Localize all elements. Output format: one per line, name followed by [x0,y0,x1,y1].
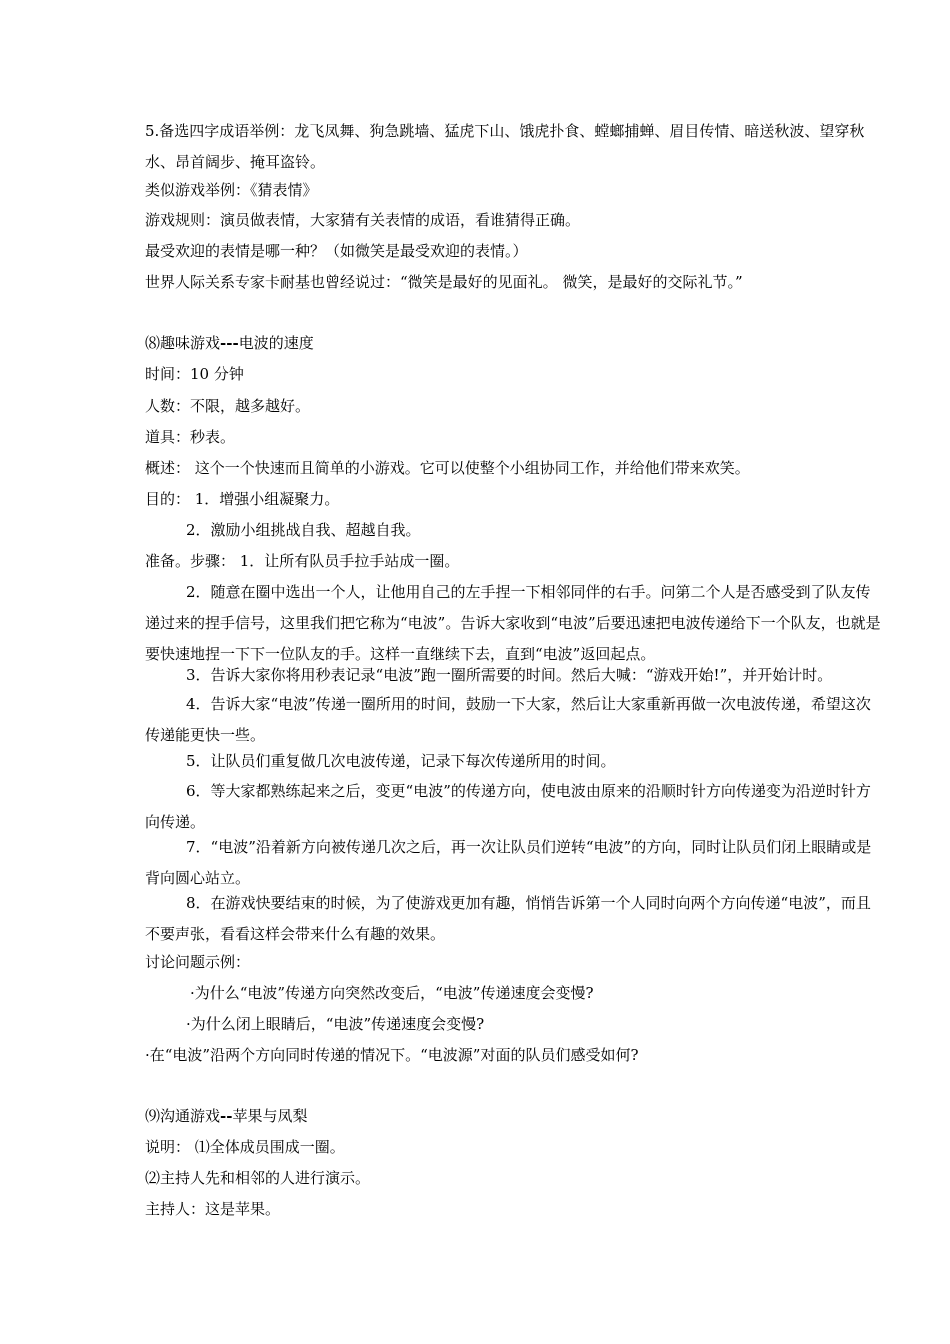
discussion-item-2: ·为什么闭上眼睛后，“电波”传递速度会变慢? [186,1015,485,1033]
people-line: 人数：不限，越多越好。 [145,397,311,415]
step-paragraph-6: 6．等大家都熟练起来之后，变更“电波”的传递方向，使电波由原来的沿顺时针方向传递变为沿逆时针方向传递。 [145,782,871,831]
wave-game-heading [145,333,885,353]
carnegie-quote-line: 世界人际关系专家卡耐基也曾经说过：“微笑是最好的见面礼。 微笑，是最好的交际礼节。” [145,273,743,291]
apple-heading-suffix: 苹果与凤梨 [232,1107,308,1125]
overview-line: 概述： 这个一个快速而且简单的小游戏。它可以使整个小组协同工作，并给他们带来欢笑。 [145,459,750,477]
step-paragraph-7: 7．“电波”沿着新方向被传递几次之后，再一次让队员们逆转“电波”的方向，同时让队员们闭上眼睛或是背向圆心站立。 [145,838,872,887]
discussion-item-1: ·为什么“电波”传递方向突然改变后，“电波”传递速度会变慢? [190,984,594,1002]
step-paragraph-4: 4．告诉大家“电波”传递一圈所用的时间，鼓励一下大家，然后让大家重新再做一次电波传递，希望这次传递能更快一些。 [145,695,871,744]
apple-game-heading [145,1106,885,1126]
apple-heading-prefix: ⑼沟通游戏 [145,1107,221,1125]
host-line: 主持人：这是苹果。 [145,1200,281,1218]
wave-heading-prefix: ⑻趣味游戏 [145,334,221,352]
discussion-title: 讨论问题示例： [145,953,251,971]
props-line: 道具：秒表。 [145,428,236,446]
step-line-5: 5．让队员们重复做几次电波传递，记录下每次传递所用的时间。 [186,752,616,770]
step-line-1: 准备。步骤： 1．让所有队员手拉手站成一圈。 [145,552,460,570]
game-rules-line: 游戏规则：演员做表情，大家猜有关表情的成语，看谁猜得正确。 [145,211,581,229]
explain-line-2: ⑵主持人先和相邻的人进行演示。 [145,1169,371,1187]
time-line: 时间：10 分钟 [145,365,244,383]
wave-heading-dashes: --- [220,334,239,352]
similar-game-line: 类似游戏举例：《猜表情》 [145,181,318,199]
favorite-expression-line: 最受欢迎的表情是哪一种？（如微笑是最受欢迎的表情。） [145,242,528,260]
purpose-line-1: 目的： 1．增强小组凝聚力。 [145,490,340,508]
discussion-item-3: ·在“电波”沿两个方向同时传递的情况下。“电波源”对面的队员们感受如何? [145,1046,639,1064]
purpose-line-2: 2．激励小组挑战自我、超越自我。 [186,521,421,539]
step-line-3: 3．告诉大家你将用秒表记录“电波”跑一圈所需要的时间。然后大喊：“游戏开始!”，并开始计时。 [186,666,833,684]
explain-line-1: 说明： ⑴全体成员围成一圈。 [145,1138,345,1156]
apple-heading-dashes: -- [220,1107,233,1125]
idioms-paragraph: 5.备选四字成语举例：龙飞凤舞、狗急跳墙、猛虎下山、饿虎扑食、螳螂捕蝉、眉目传情、暗送秋波、望穿秋水、昂首阔步、掩耳盗铃。 [145,122,865,171]
wave-heading-suffix: 电波的速度 [238,334,314,352]
step-paragraph-8: 8．在游戏快要结束的时候，为了使游戏更加有趣，悄悄告诉第一个人同时向两个方向传递“电波”，而且不要声张，看看这样会带来什么有趣的效果。 [145,894,871,943]
step-paragraph-2: 2．随意在圈中选出一个人，让他用自己的左手捏一下相邻同伴的右手。问第二个人是否感受到了队友传递过来的捏手信号，这里我们把它称为“电波”。告诉大家收到“电波”后要迅速把电波传递给下一个队友，也就是要快速地捏一下下一位队友的手。这样一直继续下去，直到“电波”返回起点。 [145,583,881,663]
